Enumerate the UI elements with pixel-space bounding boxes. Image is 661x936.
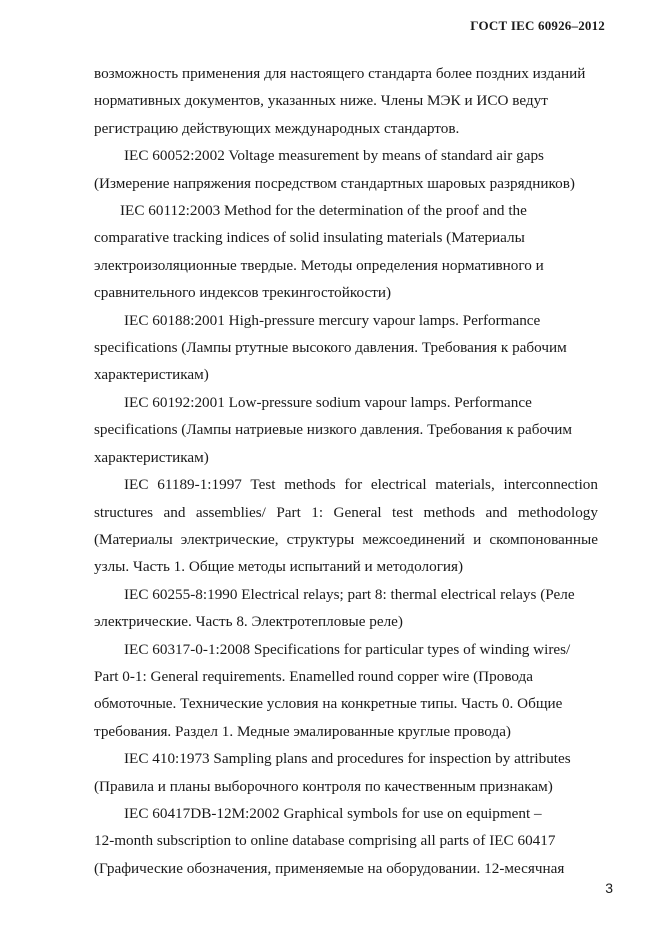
document-header — [470, 18, 605, 34]
reference-iec-60052 — [94, 142, 598, 197]
text-line: IEC 60255-8:1990 Electrical relays; part 8: thermal electrical relays (Реле — [124, 585, 575, 603]
text-line: IEC 410:1973 Sampling plans and procedures for inspection by attributes — [124, 750, 571, 768]
reference-iec-60112 — [94, 197, 598, 307]
paragraph-intro — [94, 60, 598, 142]
text-line: (Правила и планы выборочного контроля по качественным признакам) — [94, 777, 553, 795]
text-line: (Графические обозначения, применяемые на оборудовании. 12-месячная — [94, 859, 565, 877]
text-line: характеристикам) — [94, 366, 209, 384]
text-line: узлы. Часть 1. Общие методы испытаний и методология) — [94, 558, 464, 576]
text-line: IEC 60317-0-1:2008 Specifications for particular types of winding wires/ — [124, 640, 571, 658]
reference-iec-60188 — [94, 307, 598, 389]
text-line: IEC 60192:2001 Low-pressure sodium vapour lamps. Performance — [124, 393, 532, 411]
reference-iec-410 — [94, 745, 598, 800]
text-line: 12-month subscription to online database comprising all parts of IEC 60417 — [94, 832, 556, 850]
text-line: (Измерение напряжения посредством стандартных шаровых разрядников) — [94, 174, 575, 192]
text-line: обмоточные. Технические условия на конкретные типы. Часть 0. Общие — [94, 695, 563, 713]
text-line: IEC 60188:2001 High-pressure mercury vapour lamps. Performance — [124, 311, 541, 329]
text-line: возможность применения для настоящего стандарта более поздних изданий — [94, 65, 586, 82]
text-line: structures and assemblies/ Part 1: General test methods and methodology — [94, 503, 598, 521]
text-line: характеристикам) — [94, 448, 209, 466]
text-line: сравнительного индексов трекингостойкости) — [94, 284, 392, 302]
text-line: IEC 60112:2003 Method for the determination of the proof and the — [120, 202, 527, 220]
reference-iec-60417db-12m — [94, 800, 598, 882]
document-body — [94, 60, 598, 882]
text-line: comparative tracking indices of solid insulating materials (Материалы — [94, 229, 525, 247]
reference-iec-60317-0-1 — [94, 636, 598, 746]
text-line: регистрацию действующих международных стандартов. — [94, 119, 460, 137]
text-line: specifications (Лампы ртутные высокого давления. Требования к рабочим — [94, 339, 567, 357]
text-line: электрические. Часть 8. Электротепловые реле) — [94, 613, 403, 631]
text-line: электроизоляционные твердые. Методы определения нормативного и — [94, 256, 544, 274]
standard-id: ГОСТ IEC 60926–2012 — [470, 18, 605, 33]
reference-iec-60192 — [94, 389, 598, 471]
text-line: IEC 61189-1:1997 Test methods for electrical materials, interconnection — [124, 476, 598, 494]
text-line: нормативных документов, указанных ниже. Члены МЭК и ИСО ведут — [94, 92, 548, 110]
text-line: Part 0-1: General requirements. Enamelled round copper wire (Провода — [94, 667, 534, 685]
text-line: IEC 60417DB-12M:2002 Graphical symbols for use on equipment – — [124, 804, 542, 822]
reference-iec-61189-1 — [94, 471, 598, 581]
text-line: требования. Раздел 1. Медные эмалированные круглые провода) — [94, 722, 511, 740]
text-line: IEC 60052:2002 Voltage measurement by means of standard air gaps — [124, 147, 544, 165]
text-line: specifications (Лампы натриевые низкого давления. Требования к рабочим — [94, 421, 573, 439]
page-number: 3 — [605, 880, 613, 896]
text-line: (Материалы электрические, структуры межсоединений и скомпонованные — [94, 530, 598, 548]
reference-iec-60255-8 — [94, 581, 598, 636]
